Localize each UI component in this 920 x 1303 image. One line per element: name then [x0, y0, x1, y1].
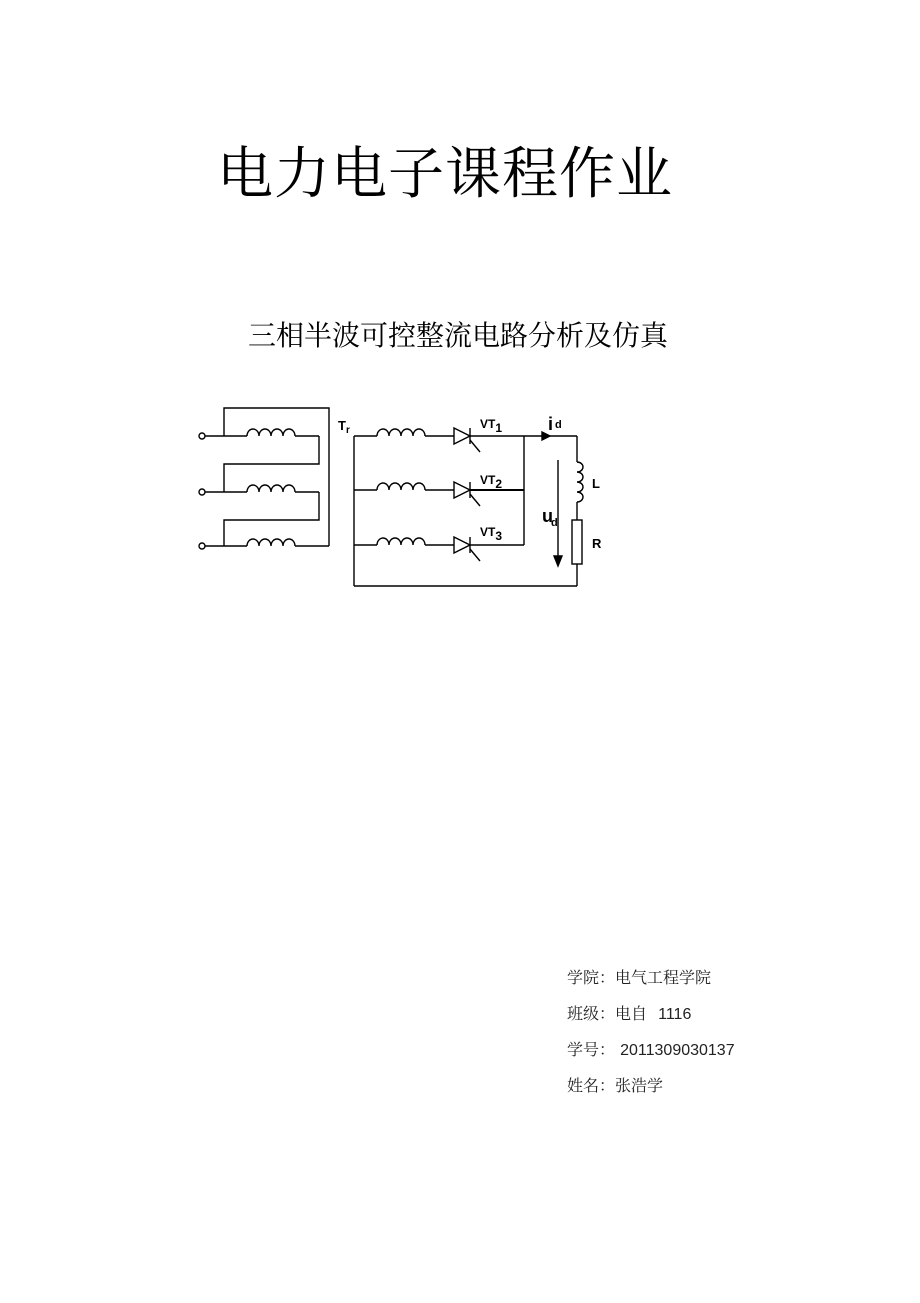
college-row — [567, 966, 735, 1002]
class-value: 电自 — [615, 1004, 648, 1023]
thyristor-vt1 — [454, 428, 524, 452]
class-row — [567, 1002, 735, 1038]
student-info — [567, 966, 735, 1110]
terminal-a — [199, 433, 205, 439]
secondary-coil-2 — [377, 483, 425, 490]
id-label: 学号： — [567, 1040, 616, 1059]
name-label: 姓名： — [567, 1076, 616, 1095]
terminal-c — [199, 543, 205, 549]
college-value: 电气工程学院 — [615, 968, 712, 987]
primary-coil-1 — [247, 429, 295, 436]
name-value: 张浩学 — [615, 1076, 664, 1095]
resistor-label: R — [592, 536, 602, 551]
rectifier-circuit-diagram — [192, 400, 612, 600]
transformer-label: $T_r$ — [338, 418, 350, 436]
page-subtitle: 三相半波可控整流电路分析及仿真 — [248, 319, 669, 352]
current-label: id — [548, 414, 562, 434]
class-number: 1116 — [658, 1006, 692, 1023]
voltage-arrow — [554, 556, 562, 566]
secondary-coil-3 — [377, 538, 425, 545]
primary-coil-3 — [247, 539, 295, 546]
vt3-label: VT3 — [480, 525, 503, 543]
inductor-label: L — [592, 476, 600, 491]
page-title: 电力电子课程作业 — [217, 142, 673, 207]
name-row — [567, 1074, 735, 1110]
secondary-coil-1 — [377, 429, 425, 436]
class-label: 班级： — [567, 1004, 616, 1023]
thyristor-vt3 — [454, 537, 524, 561]
id-value: 2011309030137 — [620, 1042, 735, 1059]
voltage-label: ud — [542, 506, 558, 529]
load-resistor — [572, 520, 582, 564]
college-label: 学院： — [567, 968, 616, 987]
vt1-label: VT1 — [480, 417, 503, 435]
primary-coil-2 — [247, 485, 295, 492]
id-row — [567, 1038, 735, 1074]
load-inductor — [577, 462, 583, 502]
vt2-label: VT2 — [480, 473, 503, 491]
terminal-b — [199, 489, 205, 495]
